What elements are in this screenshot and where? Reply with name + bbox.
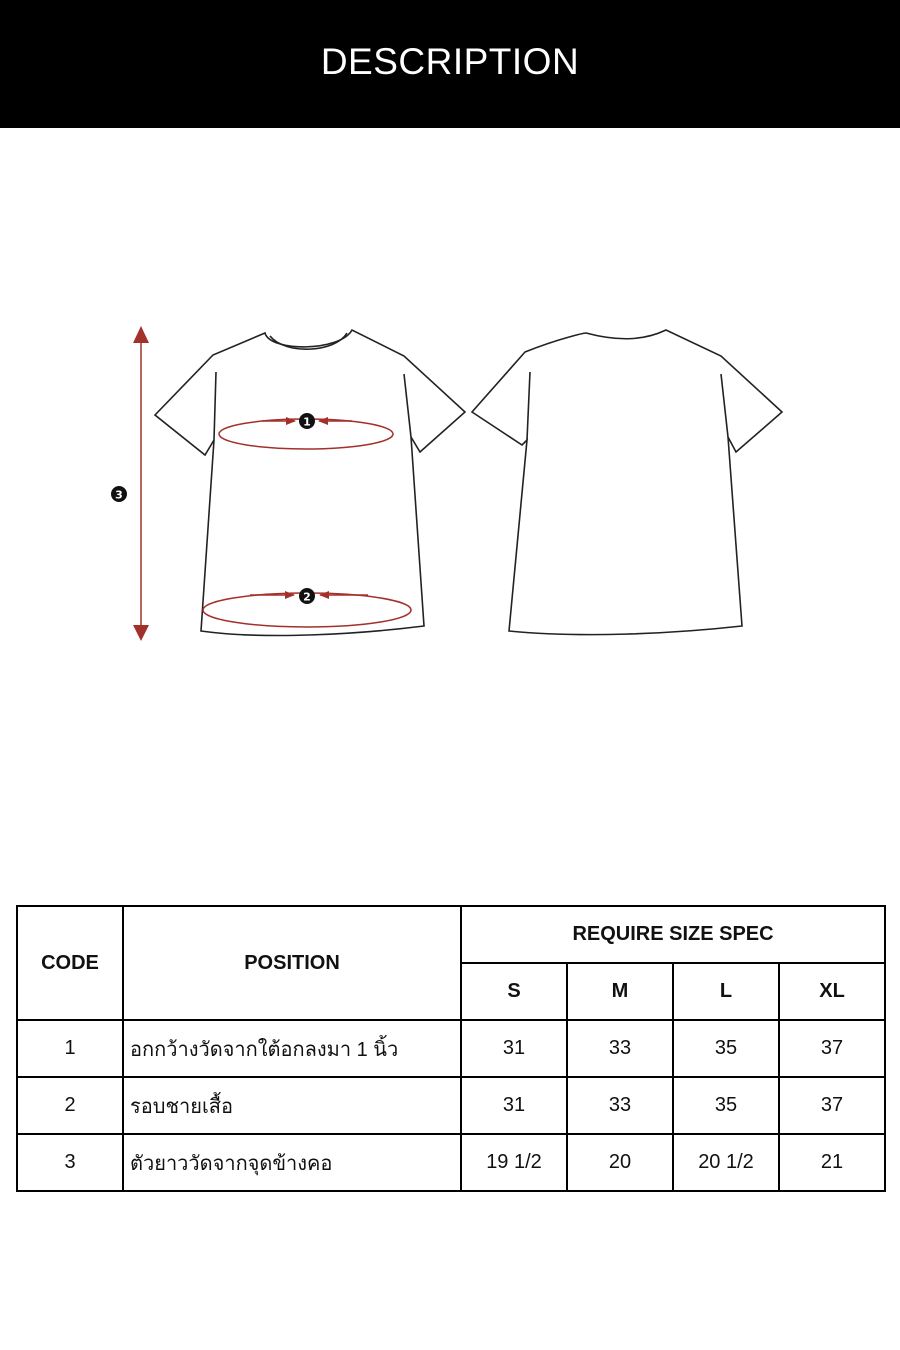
header-position: POSITION (123, 906, 461, 1020)
row-value-l: 35 (673, 1077, 779, 1134)
row-value-l: 35 (673, 1020, 779, 1077)
row-value-l: 20 1/2 (673, 1134, 779, 1191)
row-value-m: 33 (567, 1077, 673, 1134)
row-position: ตัวยาววัดจากจุดข้างคอ (123, 1134, 461, 1191)
marker-3: 3 (115, 488, 123, 502)
row-position: รอบชายเสื้อ (123, 1077, 461, 1134)
row-value-s: 31 (461, 1020, 567, 1077)
row-value-xl: 21 (779, 1134, 885, 1191)
header-size-xl: XL (779, 963, 885, 1020)
table-row (17, 1134, 885, 1191)
header-size-m: M (567, 963, 673, 1020)
marker-2: 2 (303, 590, 311, 604)
marker-1: 1 (303, 415, 311, 429)
table-row (17, 1077, 885, 1134)
row-value-s: 19 1/2 (461, 1134, 567, 1191)
row-position: อกกว้างวัดจากใต้อกลงมา 1 นิ้ว (123, 1020, 461, 1077)
header-bar (0, 0, 900, 128)
size-diagram (0, 300, 900, 660)
row-code: 2 (17, 1077, 123, 1134)
header-size-l: L (673, 963, 779, 1020)
header-size-s: S (461, 963, 567, 1020)
header-size-spec: REQUIRE SIZE SPEC (461, 906, 885, 963)
back-tshirt (472, 330, 782, 635)
row-value-m: 20 (567, 1134, 673, 1191)
row-value-xl: 37 (779, 1077, 885, 1134)
size-spec-table (16, 905, 886, 1192)
row-value-s: 31 (461, 1077, 567, 1134)
row-value-m: 33 (567, 1020, 673, 1077)
row-code: 1 (17, 1020, 123, 1077)
header-code: CODE (17, 906, 123, 1020)
row-code: 3 (17, 1134, 123, 1191)
row-value-xl: 37 (779, 1020, 885, 1077)
table-row (17, 1020, 885, 1077)
page-title: DESCRIPTION (320, 41, 580, 82)
length-measurement (111, 326, 149, 641)
